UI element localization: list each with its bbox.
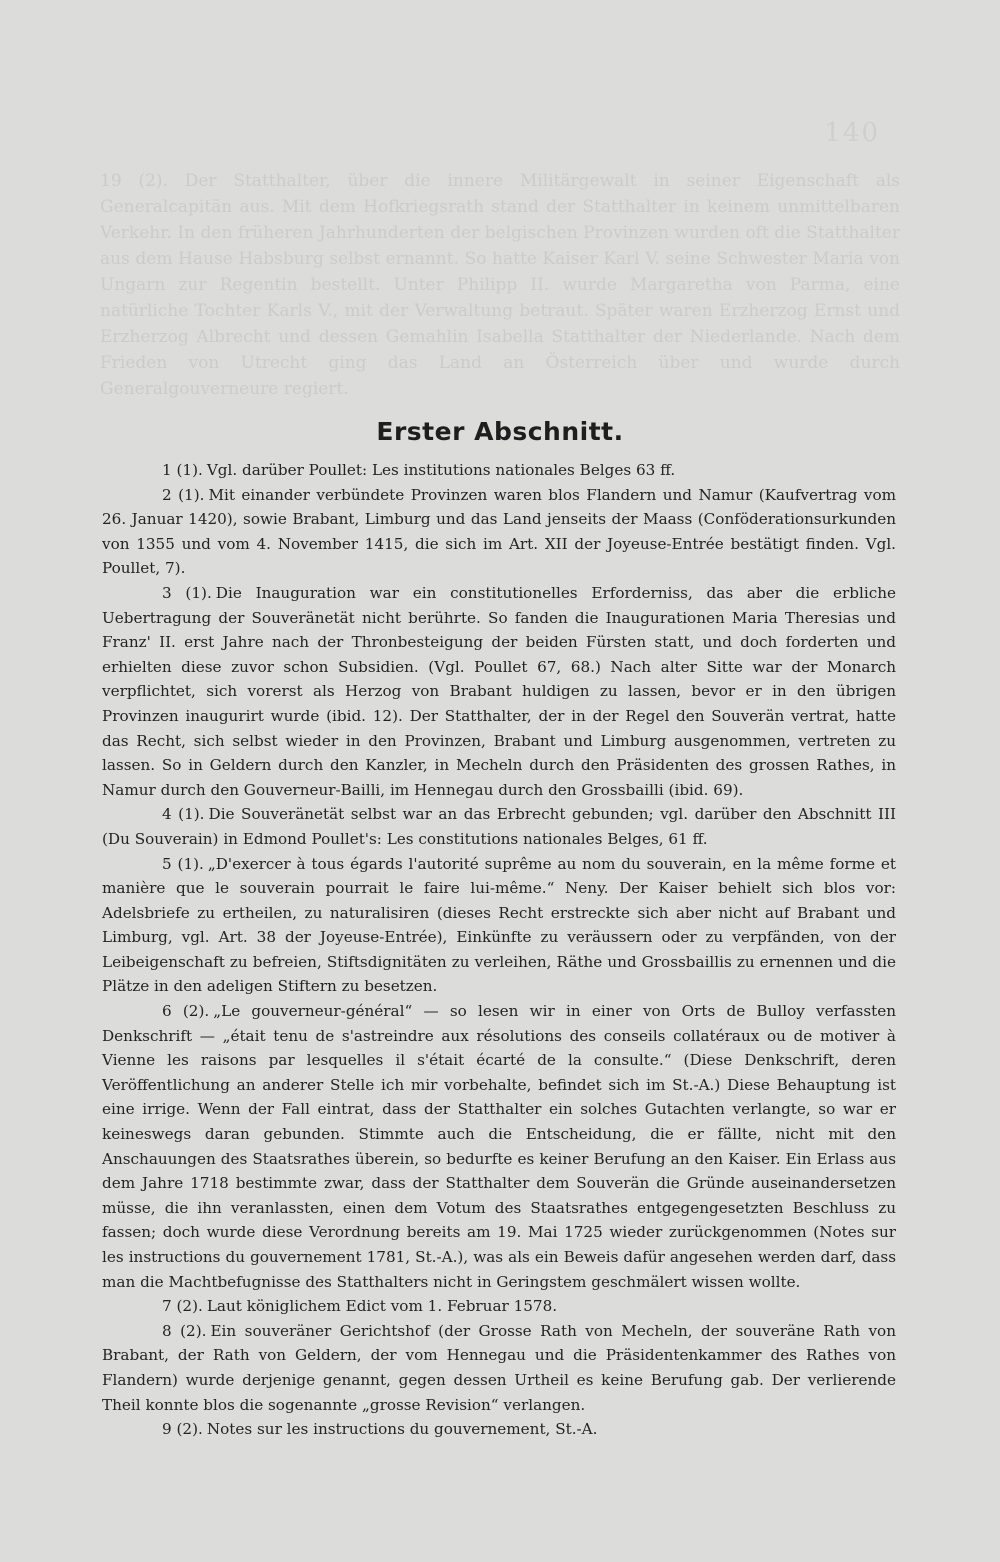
- footnote-ref: 2 (1).: [162, 485, 205, 504]
- footnote-text: „D'exercer à tous égards l'autorité suprême au nom du souverain, en la même forme et manière que le souverain pourrait le faire lui-même.“ Neny. Der Kaiser behielt sich blos vor: Adelsbriefe zu ertheilen, zu naturalisiren (dieses Recht erstreckte sich aber nicht auf Brabant und Limburg, vgl. Art. 38 der Joyeuse-Entrée), Einkünfte zu veräussern oder zu verpfänden, von der Leibeigenschaft zu befreien, Stiftsdignitäten zu verleihen, Räthe und Grossbaillis zu ernennen und die Plätze in den adeligen Stiftern zu besetzen.: [102, 854, 896, 996]
- footnote: [102, 458, 896, 483]
- footnote: [102, 1294, 896, 1319]
- footnote-ref: 1 (1).: [162, 461, 203, 479]
- footnote-text: „Le gouverneur-général“ — so lesen wir in einer von Orts de Bulloy verfassten Denkschrift — „était tenu de s'astreindre aux résolutions des conseils collatéraux ou de motiver à Vienne les raisons par lesquelles il s'était écarté de la consulte.“ (Diese Denkschrift, deren Veröffentlichung an anderer Stelle ich mir vorbehalte, befindet sich im St.-A.) Diese Behauptung ist eine irrige. Wenn der Fall eintrat, dass der Statthalter ein solches Gutachten verlangte, so war er keineswegs daran gebunden. Stimmte auch die Entscheidung, die er fällte, nicht mit den Anschauungen des Staatsrathes überein, so bedurfte es keiner Berufung an den Kaiser. Ein Erlass aus dem Jahre 1718 bestimmte zwar, dass der Statthalter dem Souverän die Gründe auseinandersetzen müsse, die ihn veranlassten, einen dem Votum des Staatsrathes entgegengesetzten Beschluss zu fassen; doch wurde diese Verordnung bereits am 19. Mai 1725 wieder zurückgenommen (Notes sur les instructions du gouvernement 1781, St.-A.), was als ein Beweis dafür angesehen werden darf, dass man die Machtbefugnisse des Statthalters nicht in Geringstem geschmälert wissen wollte.: [102, 1002, 896, 1291]
- footnote-ref: 5 (1).: [162, 854, 204, 873]
- footnotes: [102, 458, 896, 1442]
- section-heading: Erster Abschnitt.: [376, 416, 624, 446]
- footnote: [102, 999, 896, 1294]
- footnote: [102, 1319, 896, 1417]
- footnote-ref: 4 (1).: [162, 805, 205, 824]
- footnote-text: Notes sur les instructions du gouvernement, St.-A.: [206, 1420, 598, 1439]
- footnote-ref: 7 (2).: [162, 1297, 203, 1316]
- footnote-text: Vgl. darüber Poullet: Les institutions nationales Belges 63 ff.: [206, 461, 676, 479]
- footnote-ref: 6 (2).: [162, 1002, 210, 1021]
- footnote-text: Die Souveränetät selbst war an das Erbrecht gebunden; vgl. darüber den Abschnitt III (Du Souverain) in Edmond Poullet's: Les constitutions nationales Belges, 61 ff.: [102, 805, 896, 848]
- footnote-ref: 3 (1).: [162, 583, 212, 602]
- footnote: [102, 802, 896, 851]
- footnote-text: Die Inauguration war ein constitutionelles Erforderniss, das aber die erbliche Uebertragung der Souveränetät nicht berührte. So fanden die Inaugurationen Maria Theresias und Franz' II. erst Jahre nach der Thronbesteigung der beiden Fürsten statt, und doch forderten und erhielten diese zuvor schon Subsidien. (Vgl. Poullet 67, 68.) Nach alter Sitte war der Monarch verpflichtet, sich vorerst als Herzog von Brabant huldigen zu lassen, bevor er in den übrigen Provinzen inaugurirt wurde (ibid. 12). Der Statthalter, der in der Regel den Souverän vertrat, hatte das Recht, sich selbst wieder in den Provinzen, Brabant und Limburg ausgenommen, vertreten zu lassen. So in Geldern durch den Kanzler, in Mecheln durch den Präsidenten des grossen Rathes, in Namur durch den Gouverneur-Bailli, im Hennegau durch den Grossbailli (ibid. 69).: [102, 583, 896, 799]
- footnote: [102, 852, 896, 1000]
- footnote: [102, 1417, 896, 1442]
- page-number: 140: [824, 118, 880, 148]
- footnote-ref: 9 (2).: [162, 1420, 203, 1439]
- footnote-text: Mit einander verbündete Provinzen waren blos Flandern und Namur (Kaufvertrag vom 26. Januar 1420), sowie Brabant, Limburg und das Land jenseits der Maass (Conföderationsurkunden von 1355 und vom 4. November 1415, die sich im Art. XII der Joyeuse-Entrée bestätigt finden. Vgl. Poullet, 7).: [102, 485, 896, 578]
- footnote-text: Ein souveräner Gerichtshof (der Grosse Rath von Mecheln, der souveräne Rath von Brabant, der Rath von Geldern, der vom Hennegau und die Präsidentenkammer des Rathes von Flandern) wurde derjenige genannt, gegen dessen Urtheil es keine Berufung gab. Der verlierende Theil konnte blos die sogenannte „grosse Revision“ verlangen.: [102, 1321, 896, 1414]
- footnote-text: Laut königlichem Edict vom 1. Februar 1578.: [206, 1297, 558, 1316]
- footnote-ref: 8 (2).: [162, 1321, 207, 1340]
- footnote: [102, 483, 896, 581]
- footnote: [102, 581, 896, 802]
- bleed-through-text: 19 (2). Der Statthalter, über die innere Militärgewalt in seiner Eigenschaft als Generalcapitän aus. Mit dem Hofkriegsrath stand der Statthalter in keinem unmittelbaren Verkehr. In den früheren Jahrhunderten der belgischen Provinzen wurden oft die Statthalter aus dem Hause Habsburg selbst ernannt. So hatte Kaiser Karl V. seine Schwester Maria von Ungarn zur Regentin bestellt. Unter Philipp II. wurde Margaretha von Parma, eine natürliche Tochter Karls V., mit der Verwaltung betraut. Später waren Erzherzog Ernst und Erzherzog Albrecht und dessen Gemahlin Isabella Statthalter der Niederlande. Nach dem Frieden von Utrecht ging das Land an Österreich über und wurde durch Generalgouverneure regiert.: [100, 171, 900, 399]
